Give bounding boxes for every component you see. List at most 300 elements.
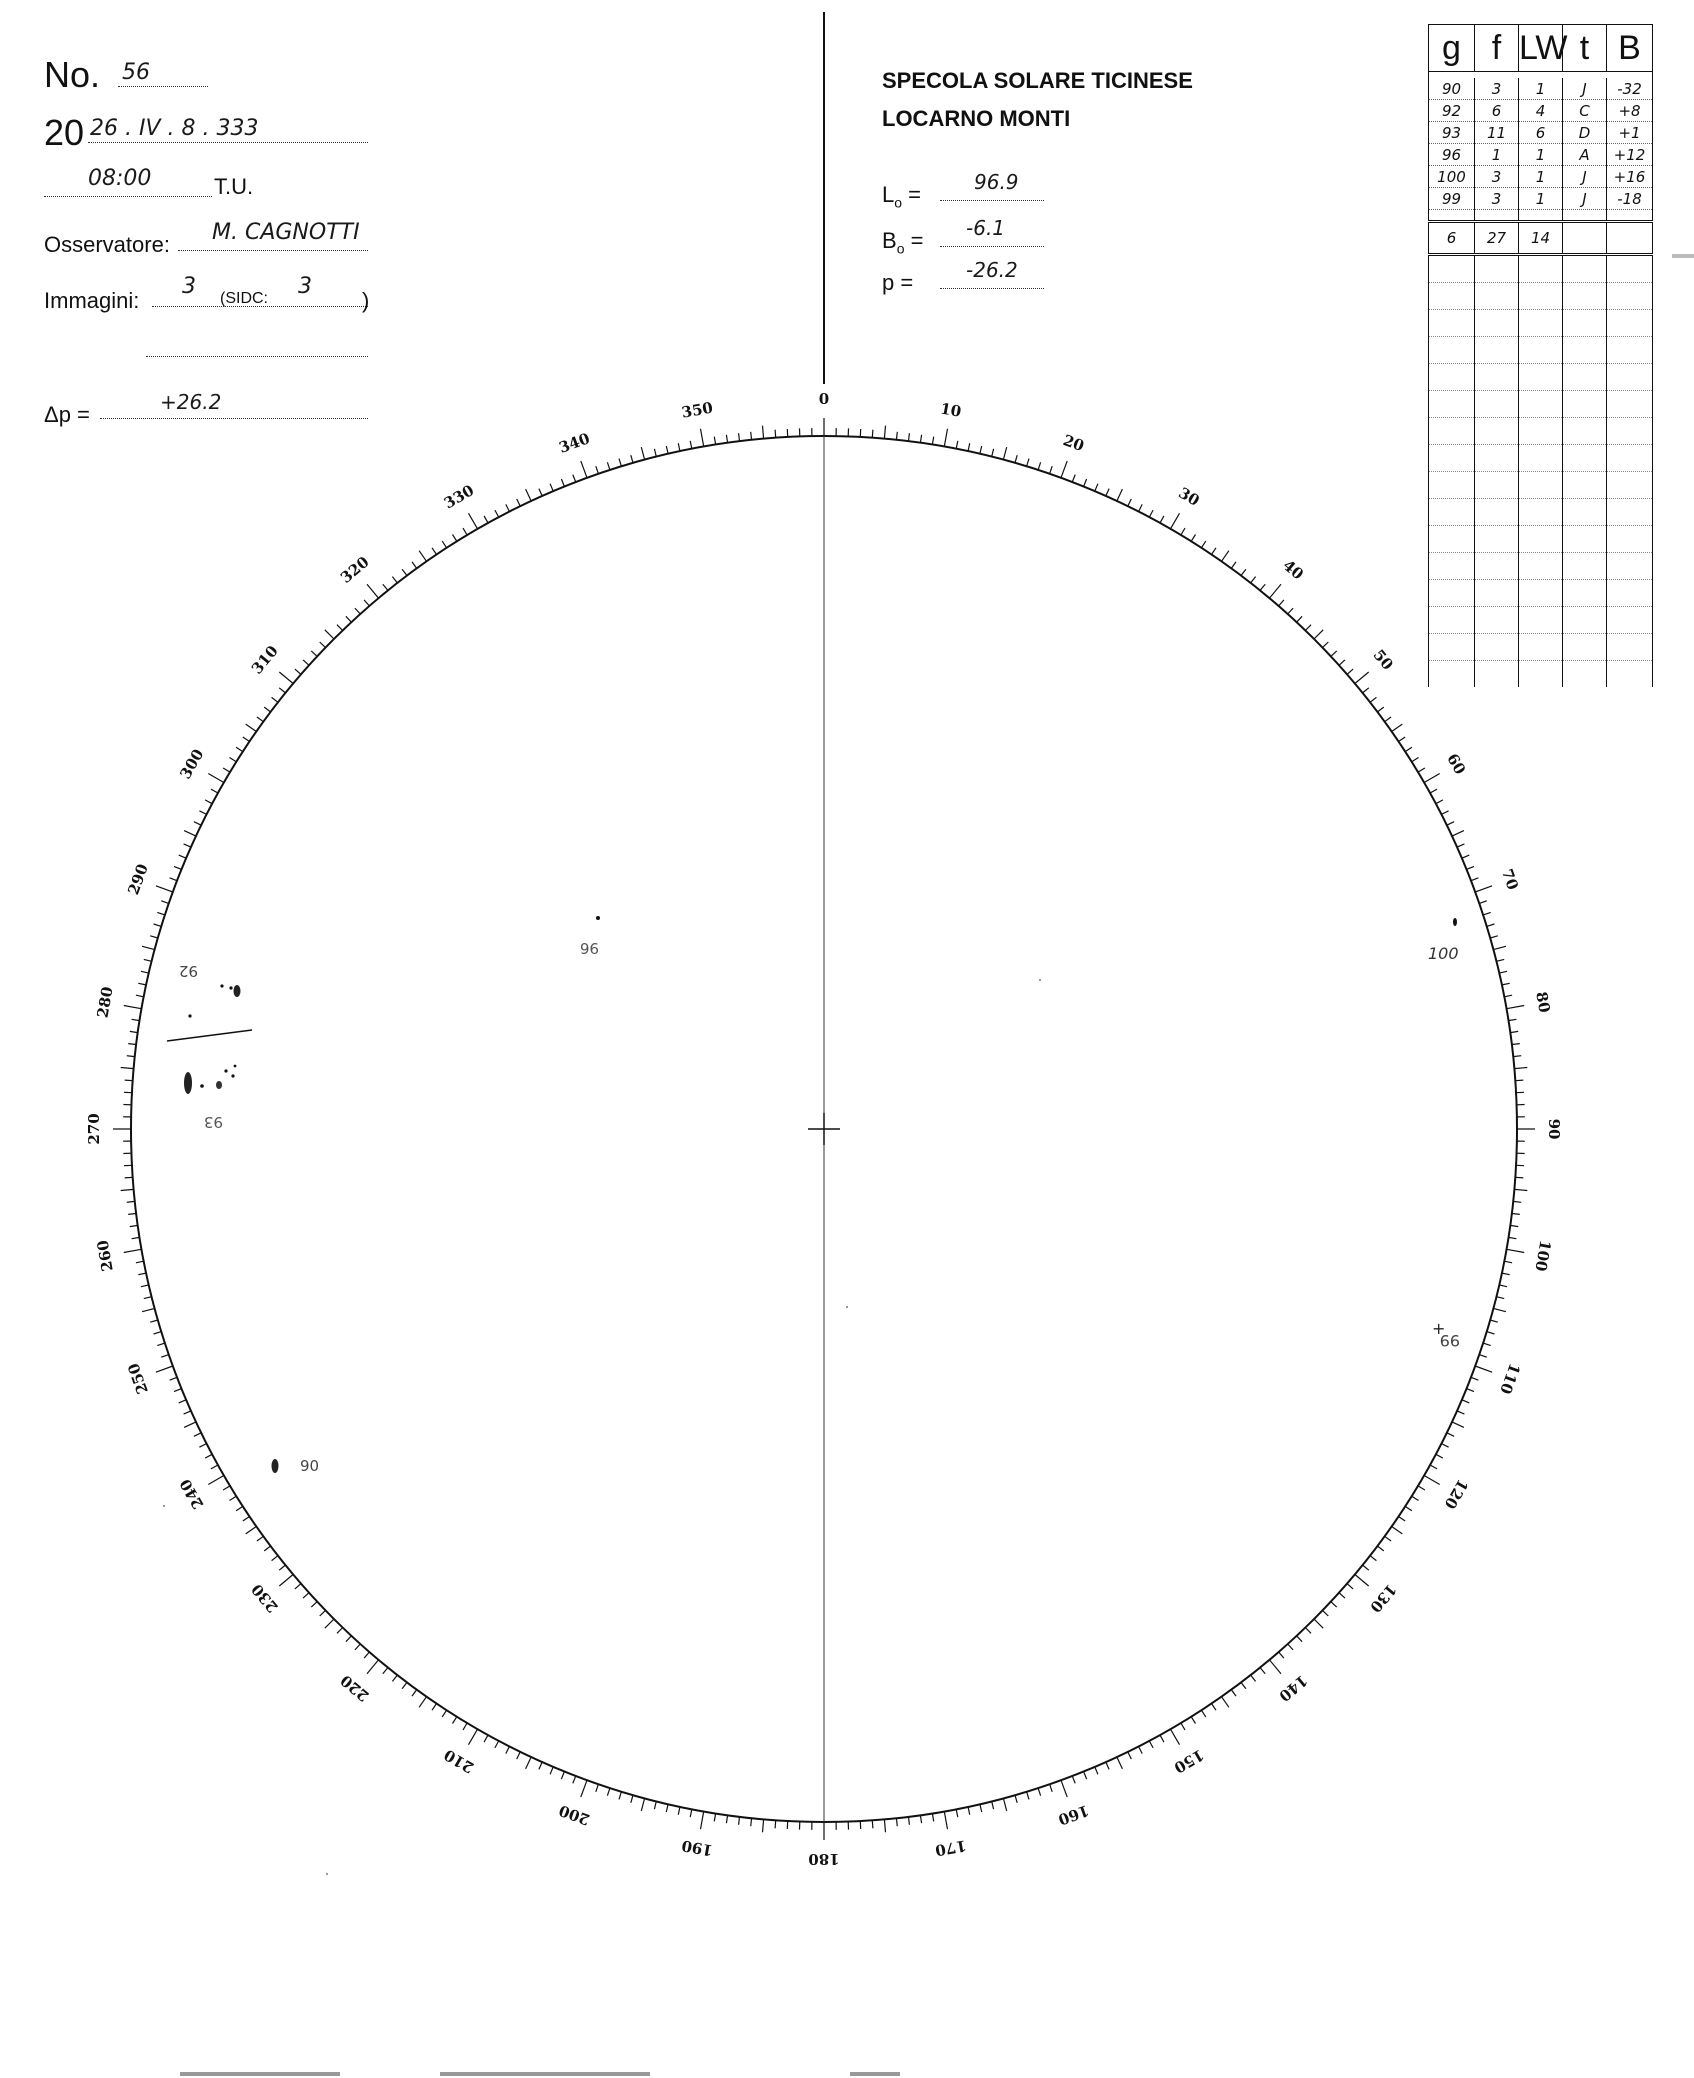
degree-tick [1241, 569, 1246, 575]
degree-tick [156, 1366, 173, 1372]
degree-tick [243, 1517, 250, 1522]
degree-tick [121, 1189, 134, 1190]
degree-tick [1339, 660, 1345, 665]
degree-tick [205, 1454, 212, 1458]
cell-lw: 4 [1519, 100, 1563, 122]
degree-tick [526, 1757, 532, 1769]
degree-tick [303, 1593, 309, 1598]
degree-tick [1106, 489, 1109, 496]
degree-tick [619, 459, 621, 467]
degree-tick [1128, 499, 1132, 506]
degree-tick [1027, 459, 1029, 467]
degree-label: 130 [1366, 1580, 1401, 1617]
degree-tick [1418, 768, 1425, 772]
cell-lw: 1 [1519, 78, 1563, 100]
degree-tick [1479, 1355, 1487, 1358]
degree-label: 300 [176, 745, 208, 783]
cell-lw: 6 [1519, 122, 1563, 144]
degree-tick [1288, 608, 1293, 614]
degree-tick [1442, 1444, 1449, 1448]
degree-tick [909, 1817, 910, 1825]
degree-tick [517, 499, 521, 506]
degree-tick [208, 1476, 224, 1485]
degree-tick [325, 1619, 334, 1628]
degree-tick [956, 1809, 958, 1817]
degree-tick [303, 660, 309, 665]
sunspot-93b [200, 1084, 204, 1088]
b0-label: $B_o$ = [882, 228, 924, 257]
degree-tick [1355, 1575, 1369, 1587]
degree-tick [1038, 1788, 1041, 1796]
degree-tick [223, 768, 230, 772]
degree-tick [154, 924, 162, 926]
degree-label: 70 [1497, 866, 1522, 893]
sunspot-96 [596, 916, 600, 920]
degree-tick [763, 426, 764, 439]
degree-tick [1191, 1717, 1195, 1724]
degree-tick [1015, 455, 1017, 463]
cell-f: 3 [1475, 166, 1519, 188]
degree-tick [1015, 1795, 1017, 1803]
cell-b: +16 [1607, 166, 1653, 188]
degree-tick [751, 432, 752, 440]
p-label: p = [882, 270, 914, 295]
degree-tick [205, 800, 212, 804]
degree-tick [1499, 1285, 1507, 1287]
degree-label: 10 [938, 399, 963, 421]
speck [326, 1873, 328, 1875]
degree-tick [157, 912, 165, 915]
degree-tick [1305, 625, 1311, 631]
degree-tick [154, 1332, 162, 1334]
total-f: 27 [1475, 222, 1519, 255]
degree-tick [1475, 1366, 1492, 1372]
degree-label: 230 [247, 1580, 282, 1617]
degree-label: 160 [1055, 1801, 1092, 1829]
degree-label: 50 [1369, 645, 1397, 674]
degree-tick [246, 724, 257, 731]
degree-tick [138, 983, 146, 985]
degree-tick [1314, 1619, 1323, 1628]
degree-tick [1270, 1660, 1282, 1674]
degree-tick [1339, 1593, 1345, 1598]
degree-tick [463, 1723, 467, 1730]
sunspot-93f [234, 1065, 237, 1068]
b0-value: -6.1 [966, 216, 1006, 240]
sidc-value: 3 [298, 274, 312, 299]
degree-tick [666, 446, 668, 454]
degree-tick [1181, 1723, 1185, 1730]
degree-tick [1405, 747, 1412, 751]
degree-label: 260 [93, 1238, 117, 1273]
degree-tick [1279, 600, 1284, 606]
header-line-1: SPECOLA SOLARE TICINESE [882, 68, 1193, 93]
degree-tick [1072, 475, 1075, 482]
degree-tick [872, 430, 873, 438]
degree-tick [1139, 504, 1143, 511]
cell-t: A [1563, 144, 1607, 166]
degree-tick [1467, 1389, 1475, 1392]
degree-label: 340 [556, 429, 593, 457]
degree-tick [142, 946, 155, 949]
degree-tick [442, 541, 446, 548]
degree-tick [383, 584, 388, 590]
degree-tick [1231, 1690, 1236, 1697]
degree-tick [453, 1717, 457, 1724]
degree-tick [1385, 1536, 1392, 1541]
degree-tick [1471, 1377, 1478, 1380]
degree-tick [1305, 1628, 1311, 1634]
sunspot-93e [231, 1074, 234, 1077]
degree-tick [1314, 630, 1323, 639]
degree-tick [1003, 1798, 1006, 1811]
degree-tick [121, 1068, 134, 1069]
group-label-90: 90 [300, 1457, 320, 1475]
cell-b: +1 [1607, 122, 1653, 144]
degree-label: 180 [808, 1850, 840, 1868]
degree-tick [1347, 1584, 1353, 1589]
degree-tick [980, 446, 982, 454]
degree-tick [1260, 584, 1265, 590]
cell-lw: 1 [1519, 188, 1563, 210]
degree-tick [179, 855, 186, 858]
cell-lw: 1 [1519, 144, 1563, 166]
degree-tick [320, 642, 326, 648]
degree-tick [1462, 855, 1469, 858]
degree-tick [184, 844, 191, 847]
degree-label: 290 [124, 861, 152, 898]
degree-tick [311, 1602, 317, 1608]
group-separator-line [167, 1030, 252, 1041]
degree-tick [1027, 1792, 1029, 1800]
degree-tick [920, 435, 921, 443]
degree-tick [1418, 1486, 1425, 1490]
degree-tick [1515, 1080, 1523, 1081]
degree-label: 320 [336, 552, 373, 587]
cell-g: 96 [1429, 144, 1475, 166]
degree-tick [1385, 717, 1392, 722]
degree-tick [1447, 1433, 1454, 1437]
degree-tick [1514, 1189, 1527, 1190]
degree-tick [1483, 912, 1491, 915]
degree-tick [1512, 1044, 1520, 1045]
degree-tick [495, 510, 499, 517]
degree-tick [763, 1819, 764, 1832]
degree-tick [1231, 562, 1236, 569]
degree-tick [1160, 516, 1164, 523]
degree-tick [1212, 1704, 1217, 1711]
degree-tick [463, 528, 467, 535]
degree-tick [141, 971, 149, 973]
degree-tick [1241, 1683, 1246, 1689]
degree-label: 220 [336, 1671, 373, 1706]
degree-tick [124, 1249, 142, 1252]
degree-tick [124, 1006, 142, 1009]
degree-tick [1181, 528, 1185, 535]
sunspot-90 [272, 1459, 279, 1473]
degree-tick [1399, 737, 1406, 742]
degree-tick [1447, 822, 1454, 826]
degree-tick [419, 1697, 426, 1708]
degree-tick [751, 1818, 752, 1826]
degree-tick [1507, 1006, 1525, 1009]
speck [846, 1306, 848, 1308]
degree-tick [1515, 1177, 1523, 1178]
header-line-2: LOCARNO MONTI [882, 106, 1071, 131]
degree-tick [392, 577, 397, 583]
degree-tick [170, 1377, 177, 1380]
degree-tick [264, 707, 270, 712]
degree-tick [194, 822, 201, 826]
degree-tick [130, 1031, 138, 1032]
degree-tick [1260, 1668, 1265, 1674]
cell-f: 3 [1475, 78, 1519, 100]
degree-label: 80 [1532, 990, 1554, 1015]
degree-tick [184, 1411, 191, 1414]
degree-tick [1436, 1454, 1443, 1458]
cell-lw: 1 [1519, 166, 1563, 188]
degree-tick [884, 426, 885, 439]
degree-tick [211, 789, 218, 793]
degree-label: 330 [440, 481, 478, 513]
degree-tick [223, 1486, 230, 1490]
degree-label: 150 [1170, 1745, 1208, 1777]
degree-tick [150, 1320, 158, 1322]
degree-tick [174, 1389, 182, 1392]
degree-tick [364, 600, 369, 606]
degree-tick [1106, 1762, 1109, 1769]
degree-tick [257, 1536, 264, 1541]
cell-b: -18 [1607, 188, 1653, 210]
degree-tick [1072, 1776, 1075, 1783]
degree-tick [1251, 577, 1256, 583]
degree-tick [1378, 1546, 1384, 1551]
degree-tick [236, 1506, 243, 1510]
degree-tick [641, 1798, 644, 1811]
l0-label: $L_o$ = [882, 182, 922, 211]
degree-tick [125, 1080, 133, 1081]
degree-tick [179, 1400, 186, 1403]
degree-tick [1512, 1214, 1520, 1215]
degree-label: 20 [1060, 431, 1087, 456]
degree-tick [1171, 1729, 1180, 1745]
cell-b: -32 [1607, 78, 1653, 100]
degree-tick [208, 774, 224, 783]
degree-tick [1502, 1273, 1510, 1275]
degree-tick [142, 1308, 155, 1311]
degree-tick [1212, 548, 1217, 555]
degree-tick [127, 1056, 135, 1057]
degree-tick [1355, 672, 1369, 684]
degree-tick [1412, 758, 1419, 762]
degree-tick [690, 441, 692, 449]
degree-label: 60 [1443, 750, 1470, 778]
degree-tick [1424, 1476, 1440, 1485]
cell-f: 6 [1475, 100, 1519, 122]
degree-tick [157, 1343, 165, 1346]
scan-artifact [440, 2072, 650, 2076]
degree-tick [1251, 1675, 1256, 1681]
time-value: 08:00 [88, 166, 152, 191]
group-label-93: 93 [203, 1113, 223, 1131]
degree-tick [775, 1820, 776, 1828]
degree-tick [775, 430, 776, 438]
degree-tick [1430, 1465, 1437, 1469]
degree-tick [125, 1177, 133, 1178]
degree-tick [506, 504, 510, 511]
degree-tick [896, 1818, 897, 1826]
degree-tick [739, 433, 740, 441]
degree-tick [944, 429, 947, 447]
degree-tick [346, 1636, 352, 1642]
degree-tick [1347, 669, 1353, 674]
total-g: 6 [1429, 222, 1475, 255]
sunspot-93a [184, 1072, 192, 1094]
degree-tick [1399, 1517, 1406, 1522]
degree-tick [690, 1809, 692, 1817]
col-lw-header: LW [1519, 25, 1563, 72]
degree-tick [619, 1792, 621, 1800]
degree-tick [884, 1819, 885, 1832]
degree-tick [130, 1225, 138, 1226]
year-prefix: 20 [44, 112, 85, 153]
degree-tick [1061, 461, 1067, 478]
degree-tick [279, 1565, 285, 1570]
degree-tick [1452, 831, 1464, 837]
degree-tick [1331, 1602, 1337, 1608]
degree-tick [1507, 1249, 1525, 1252]
degree-tick [295, 669, 301, 674]
degree-tick [1424, 774, 1440, 783]
sunspot-92c [234, 985, 241, 997]
sidc-label: (SIDC: [220, 290, 268, 307]
degree-tick [174, 866, 182, 869]
degree-tick [517, 1752, 521, 1759]
cell-g: 92 [1429, 100, 1475, 122]
degree-tick [1457, 1411, 1464, 1414]
sunspot-93d [224, 1069, 227, 1072]
degree-tick [1117, 1757, 1123, 1769]
degree-label: 30 [1175, 483, 1203, 510]
degree-tick [419, 551, 426, 562]
cell-b: +8 [1607, 100, 1653, 122]
degree-tick [581, 1780, 587, 1797]
degree-tick [1493, 1308, 1506, 1311]
degree-tick [412, 562, 417, 569]
number-label: No. [44, 54, 101, 95]
degree-tick [141, 1285, 149, 1287]
group-label-92: 92 [178, 962, 198, 980]
degree-tick [144, 1297, 152, 1299]
cell-f: 1 [1475, 144, 1519, 166]
images-label: Immagini: [44, 288, 140, 313]
cell-g: 99 [1429, 188, 1475, 210]
degree-tick [236, 747, 243, 751]
degree-tick [484, 516, 488, 523]
degree-tick [138, 1273, 146, 1275]
degree-label: 110 [1496, 1360, 1524, 1397]
degree-tick [279, 672, 293, 684]
degree-tick [128, 1214, 136, 1215]
degree-tick [279, 1575, 293, 1587]
degree-label: 250 [124, 1360, 152, 1397]
speck [1039, 979, 1041, 981]
degree-tick [392, 1675, 397, 1681]
cell-f: 3 [1475, 188, 1519, 210]
degree-tick [1452, 1422, 1464, 1428]
degree-tick [469, 1729, 478, 1745]
degree-tick [1084, 479, 1087, 487]
degree-tick [272, 697, 278, 702]
degree-tick [1509, 1019, 1517, 1020]
degree-tick [561, 1772, 564, 1780]
degree-tick [1378, 707, 1384, 712]
date-value: 26 . IV . 8 . 333 [90, 116, 259, 141]
degree-tick [654, 449, 656, 457]
degree-tick [506, 1747, 510, 1754]
degree-label: 190 [680, 1836, 715, 1860]
degree-tick [607, 1788, 610, 1796]
degree-tick [199, 1444, 206, 1448]
degree-tick [526, 489, 532, 501]
degree-tick [573, 475, 576, 482]
degree-tick [1493, 946, 1506, 949]
sunspot-100 [1453, 918, 1457, 926]
degree-tick [1496, 959, 1504, 961]
degree-tick [1502, 983, 1510, 985]
degree-tick [1128, 1752, 1132, 1759]
degree-tick [1363, 1565, 1369, 1570]
degree-tick [355, 608, 360, 614]
degree-tick [1038, 462, 1041, 470]
p-value: -26.2 [966, 258, 1018, 282]
degree-tick [1462, 1400, 1469, 1403]
degree-tick [631, 1795, 633, 1803]
degree-tick [1201, 541, 1205, 548]
degree-tick [1513, 1201, 1521, 1202]
degree-tick [136, 1261, 144, 1263]
degree-label: 240 [176, 1475, 208, 1513]
degree-tick [1370, 697, 1376, 702]
group-label-99: 99 [1439, 1331, 1460, 1350]
dp-label: Δp = [44, 402, 90, 427]
cell-b: +12 [1607, 144, 1653, 166]
degree-tick [1222, 1697, 1229, 1708]
sidc-close: ) [362, 288, 370, 313]
degree-tick [968, 443, 970, 451]
degree-tick [337, 625, 343, 631]
degree-tick [1405, 1506, 1412, 1510]
degree-label: 40 [1279, 556, 1308, 584]
degree-tick [1483, 1343, 1491, 1346]
degree-tick [1139, 1747, 1143, 1754]
degree-tick [956, 441, 958, 449]
degree-label: 120 [1440, 1475, 1472, 1513]
col-g-header: g [1429, 25, 1475, 72]
degree-tick [184, 1422, 196, 1428]
cell-t: C [1563, 100, 1607, 122]
degree-tick [739, 1817, 740, 1825]
observer-value: M. CAGNOTTI [212, 220, 360, 245]
degree-tick [1331, 651, 1337, 657]
degree-tick [136, 995, 144, 997]
degree-tick [1475, 886, 1492, 892]
degree-tick [442, 1710, 446, 1717]
degree-tick [678, 443, 680, 451]
degree-tick [1392, 724, 1403, 731]
degree-tick [992, 449, 994, 457]
degree-tick [311, 651, 317, 657]
